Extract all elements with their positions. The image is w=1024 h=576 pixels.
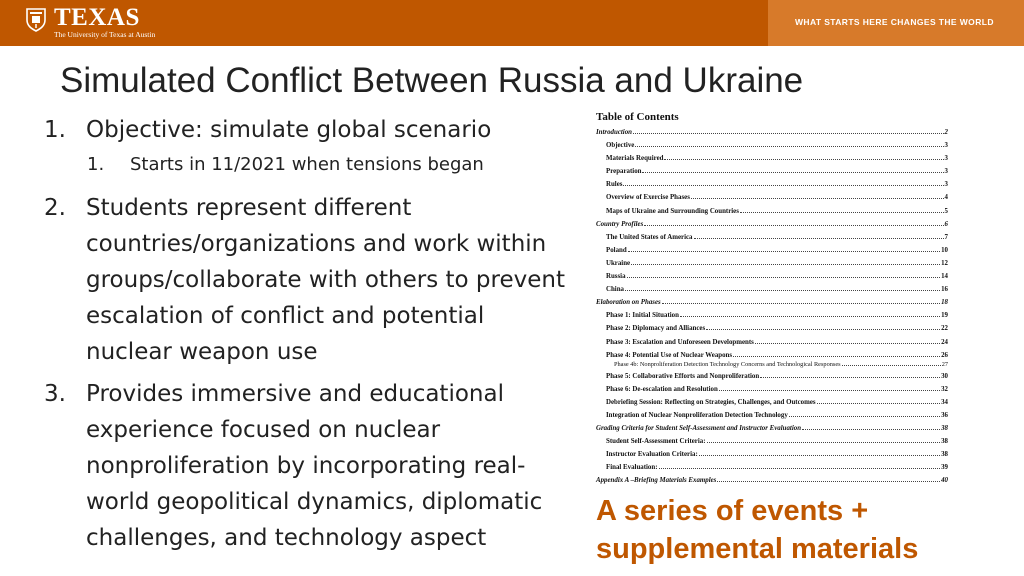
toc-row-page: 22 — [941, 325, 948, 333]
toc-row-label: Final Evaluation: — [606, 464, 658, 472]
list-item — [44, 190, 574, 370]
toc-row-page: 27 — [941, 360, 948, 368]
toc-row-label: Ukraine — [606, 259, 631, 267]
toc-row-label: Student Self-Assessment Criteria: — [606, 438, 706, 446]
toc-row-label: Russia — [606, 273, 626, 281]
toc-row-page: 7 — [944, 233, 948, 241]
toc-leader — [623, 185, 943, 186]
list-item — [44, 376, 574, 556]
toc-row-label: Poland — [606, 246, 627, 254]
toc-row — [596, 461, 948, 474]
toc-row-page: 18 — [941, 299, 948, 307]
tagline: WHAT STARTS HERE CHANGES THE WORLD — [795, 17, 994, 27]
toc-row-page: 40 — [941, 477, 948, 485]
toc-row-label: Phase 5: Collaborative Efforts and Nonproliferation — [606, 372, 760, 380]
toc-leader — [740, 212, 944, 213]
toc-row-label: Objective — [606, 142, 635, 150]
toc-leader — [635, 146, 943, 147]
toc-row — [596, 178, 948, 191]
toc-row-label: Overview of Exercise Phases — [606, 194, 690, 202]
toc-row-page: 38 — [941, 451, 948, 459]
list-item-text: Objective: simulate global scenario — [86, 117, 492, 143]
toc-leader — [625, 290, 940, 291]
toc-row-label: Grading Criteria for Student Self-Assessment and Instructor Evaluation — [596, 425, 802, 433]
toc-leader — [717, 481, 940, 482]
toc-row — [596, 474, 948, 487]
toc-row-page: 24 — [941, 338, 948, 346]
toc-leader — [817, 403, 941, 404]
toc-row — [596, 218, 948, 231]
toc-leader — [719, 390, 940, 391]
list-item-text: Provides immersive and educational experience focused on nuclear nonproliferation by incorporating real-world geopolitical dynamics, diplomatic challenges, and technology aspect — [86, 381, 543, 551]
toc-row-page: 34 — [941, 398, 948, 406]
toc-leader — [760, 377, 940, 378]
toc-row-page: 38 — [941, 425, 948, 433]
toc-leader — [659, 468, 941, 469]
toc-row — [596, 270, 948, 283]
ut-logo — [26, 4, 155, 42]
toc-row — [596, 360, 948, 369]
toc-row-label: Preparation — [606, 168, 642, 176]
toc-row-label: Phase 3: Escalation and Unforeseen Developments — [606, 338, 754, 346]
toc-rows — [596, 126, 948, 488]
toc-row — [596, 396, 948, 409]
list-subitem — [44, 152, 574, 178]
toc-row-label: Elaboration on Phases — [596, 299, 661, 307]
header-bar — [0, 0, 1024, 46]
list-item — [44, 112, 574, 148]
toc-row-label: Phase 6: De-escalation and Resolution — [606, 385, 718, 393]
toc-row-label: Instructor Evaluation Criteria: — [606, 451, 698, 459]
toc-row-page: 3 — [944, 142, 948, 150]
toc-row-page: 3 — [944, 155, 948, 163]
bullet-list — [44, 112, 574, 562]
toc-leader — [691, 198, 944, 199]
toc-title: Table of Contents — [596, 111, 679, 123]
toc-row-page: 3 — [944, 181, 948, 189]
toc-row — [596, 126, 948, 139]
toc-row — [596, 191, 948, 204]
toc-row-page: 26 — [941, 351, 948, 359]
toc-leader — [680, 316, 940, 317]
list-item-text: Students represent different countries/organizations and work within groups/collaborate with others to prevent escalation of conflict and potential nuclear weapon use — [86, 195, 565, 365]
table-of-contents-image — [596, 111, 948, 488]
toc-row — [596, 205, 948, 218]
toc-leader — [789, 416, 940, 417]
toc-row-label: China — [606, 286, 625, 294]
toc-leader — [633, 133, 944, 134]
toc-row-page: 2 — [944, 129, 948, 136]
logo-wordmark: TEXAS — [54, 4, 140, 31]
toc-row — [596, 283, 948, 296]
caption: A series of events + supplemental materials — [596, 495, 919, 565]
toc-row — [596, 296, 948, 309]
toc-row-page: 19 — [941, 312, 948, 320]
toc-leader — [664, 159, 943, 160]
toc-leader — [755, 343, 940, 344]
toc-row-page: 5 — [944, 207, 948, 215]
toc-row — [596, 422, 948, 435]
toc-row-label: Country Profiles — [596, 220, 644, 228]
list-subitem-text: Starts in 11/2021 when tensions began — [130, 154, 484, 175]
toc-row — [596, 336, 948, 349]
toc-leader — [631, 264, 940, 265]
toc-row-label: Appendix A –Briefing Materials Examples — [596, 477, 717, 485]
toc-leader — [627, 277, 941, 278]
toc-row-label: Rules — [606, 181, 623, 189]
toc-row-page: 32 — [941, 385, 948, 393]
toc-row-label: Phase 4b: Nonproliferation Detection Technology Concerns and Technological Responses — [614, 360, 841, 368]
toc-row — [596, 309, 948, 322]
toc-row-page: 36 — [941, 411, 948, 419]
slide-title: Simulated Conflict Between Russia and Ukraine — [60, 61, 804, 100]
toc-leader — [699, 455, 940, 456]
toc-row-page: 6 — [944, 220, 948, 228]
toc-row-label: Phase 1: Initial Situation — [606, 312, 679, 320]
list-item-number: 2. — [44, 195, 66, 221]
seal-icon — [26, 8, 46, 32]
toc-row — [596, 383, 948, 396]
toc-leader — [842, 365, 941, 366]
toc-row — [596, 257, 948, 270]
toc-row-page: 14 — [941, 273, 948, 281]
toc-row-page: 16 — [941, 286, 948, 294]
toc-row-label: Integration of Nuclear Nonproliferation Detection Technology — [606, 411, 788, 419]
toc-row-label: The United States of America — [606, 233, 693, 241]
toc-row-page: 30 — [941, 372, 948, 380]
toc-row-label: Maps of Ukraine and Surrounding Countries — [606, 207, 739, 215]
toc-row-page: 3 — [944, 168, 948, 176]
toc-leader — [706, 329, 940, 330]
toc-leader — [642, 172, 943, 173]
toc-row — [596, 409, 948, 422]
toc-leader — [707, 442, 941, 443]
toc-row — [596, 139, 948, 152]
toc-row-page: 12 — [941, 259, 948, 267]
toc-row-page: 4 — [944, 194, 948, 202]
toc-leader — [662, 303, 940, 304]
toc-row — [596, 435, 948, 448]
toc-row — [596, 322, 948, 335]
toc-row-label: Phase 4: Potential Use of Nuclear Weapons — [606, 351, 733, 359]
toc-leader — [628, 251, 940, 252]
list-item-number: 3. — [44, 381, 66, 407]
list-subitem-number: 1. — [87, 154, 105, 175]
toc-row-label: Debriefing Session: Reflecting on Strategies, Challenges, and Outcomes — [606, 398, 816, 406]
toc-row — [596, 152, 948, 165]
list-item-number: 1. — [44, 117, 66, 143]
toc-row-label: Introduction — [596, 129, 632, 136]
toc-row-label: Phase 2: Diplomacy and Alliances — [606, 325, 706, 333]
toc-leader — [644, 225, 943, 226]
toc-leader — [733, 356, 940, 357]
toc-leader — [694, 238, 944, 239]
toc-row — [596, 165, 948, 178]
logo-subtitle: The University of Texas at Austin — [54, 30, 156, 39]
toc-row-page: 10 — [941, 246, 948, 254]
toc-row-page: 39 — [941, 464, 948, 472]
toc-row-label: Materials Required — [606, 155, 664, 163]
toc-row-page: 38 — [941, 438, 948, 446]
toc-leader — [802, 429, 940, 430]
toc-row — [596, 244, 948, 257]
toc-row — [596, 370, 948, 383]
toc-row — [596, 231, 948, 244]
toc-row — [596, 448, 948, 461]
